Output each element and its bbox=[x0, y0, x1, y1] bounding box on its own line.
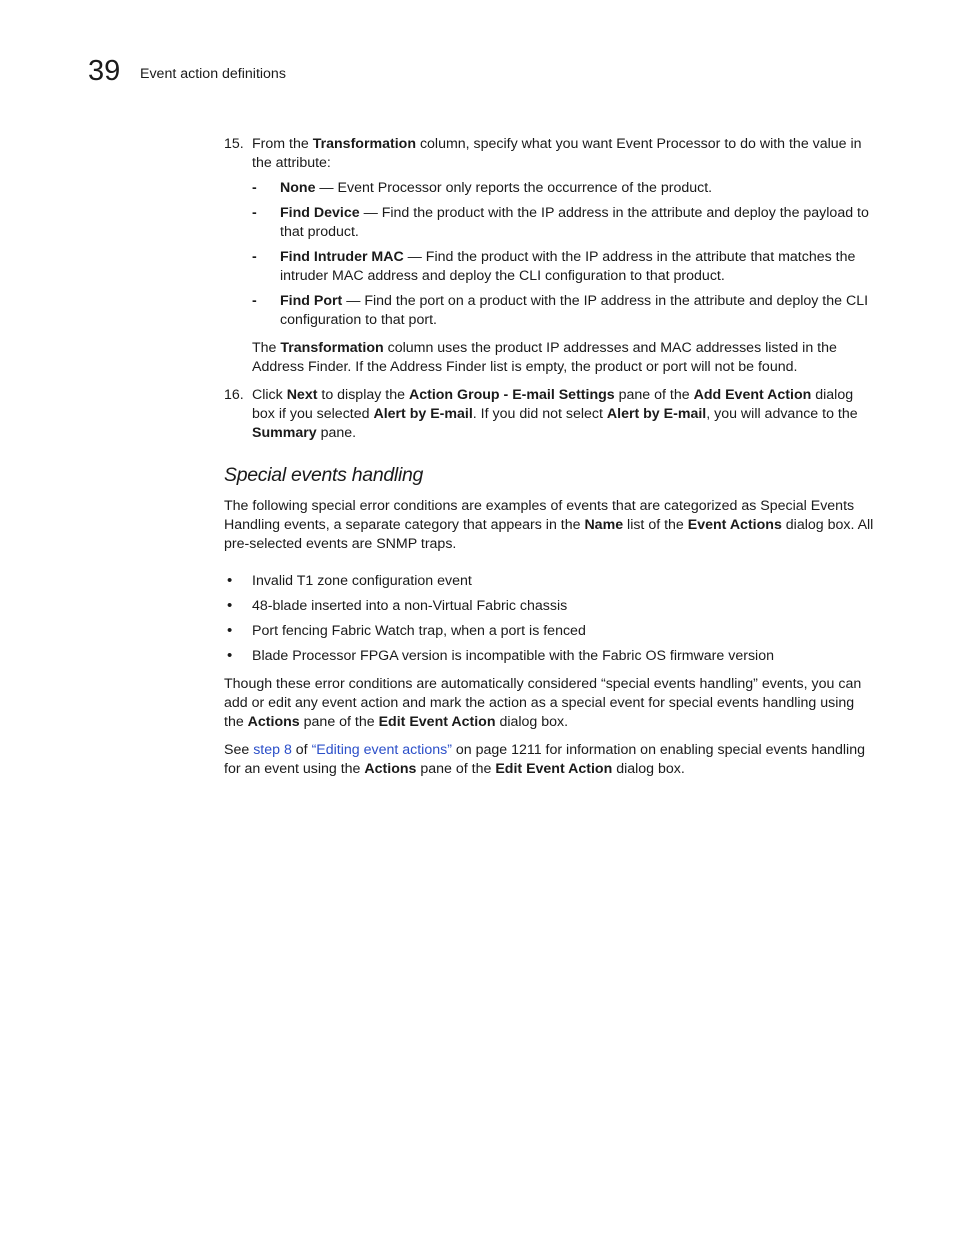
step-note bbox=[252, 339, 874, 377]
text-run: dialog box. All pre-selected events are SNMP traps. bbox=[224, 517, 874, 552]
text-run: pane. bbox=[316, 425, 357, 441]
text-run: — Find the product with the IP address in the attribute and deploy the payload to that product. bbox=[280, 205, 869, 240]
ui-term: Add Event Action bbox=[693, 387, 812, 403]
paragraph-special-events bbox=[224, 675, 874, 732]
list-item bbox=[224, 647, 874, 666]
text-run: column, specify what you want Event Processor to do with the value in the attribute: bbox=[252, 136, 862, 171]
sub-item-find-intruder-mac bbox=[252, 248, 874, 286]
ui-term: Transformation bbox=[280, 340, 384, 356]
chapter-number: 39 bbox=[88, 55, 121, 87]
step-text bbox=[252, 135, 874, 173]
step-8-link[interactable]: step 8 bbox=[253, 742, 292, 758]
ui-term: Edit Event Action bbox=[378, 714, 496, 730]
list-item-text: Blade Processor FPGA version is incompatible with the Fabric OS firmware version bbox=[252, 648, 774, 664]
dash-marker: - bbox=[252, 249, 257, 265]
text-run: , you will advance to the bbox=[706, 406, 858, 422]
dash-marker: - bbox=[252, 205, 257, 221]
text-run: Though these error conditions are automatically considered “special events handling” events, you can add or edit any event action and mark the action as a special event for special events handling using the bbox=[224, 676, 862, 730]
text-run: — Event Processor only reports the occurrence of the product. bbox=[315, 180, 713, 196]
list-item-text: Port fencing Fabric Watch trap, when a port is fenced bbox=[252, 623, 586, 639]
step-number: 15. bbox=[224, 136, 244, 152]
dash-marker: - bbox=[252, 180, 257, 196]
bullet-list bbox=[224, 563, 874, 666]
sub-item-none bbox=[252, 179, 874, 198]
list-item bbox=[224, 572, 874, 591]
text-run: dialog box. bbox=[495, 714, 569, 730]
bullet-marker: • bbox=[227, 647, 233, 664]
ui-term: Alert by E-mail bbox=[373, 406, 473, 422]
ui-term: Name bbox=[584, 517, 624, 533]
ui-term: Summary bbox=[252, 425, 317, 441]
text-run: . If you did not select bbox=[472, 406, 607, 422]
step-15 bbox=[224, 135, 874, 377]
text-run: dialog box. bbox=[612, 761, 685, 777]
ui-term: Find Intruder MAC bbox=[280, 249, 404, 265]
dash-marker: - bbox=[252, 293, 257, 309]
bullet-marker: • bbox=[227, 572, 233, 589]
sub-item-find-device bbox=[252, 204, 874, 242]
bullet-marker: • bbox=[227, 597, 233, 614]
ui-term: Find Port bbox=[280, 293, 343, 309]
sub-item-find-port bbox=[252, 292, 874, 330]
list-item-text: 48-blade inserted into a non-Virtual Fabric chassis bbox=[252, 598, 568, 614]
text-run: Click bbox=[252, 387, 287, 403]
text-run: on page 1211 for information on enabling special events handling for an event using the bbox=[224, 742, 865, 777]
text-run: — Find the product with the IP address in the attribute that matches the intruder MAC address and deploy the CLI configuration to that product. bbox=[280, 249, 856, 284]
page-content bbox=[224, 135, 874, 788]
text-run: dialog box if you selected bbox=[252, 387, 854, 422]
ui-term: Transformation bbox=[312, 136, 416, 152]
ui-term: Event Actions bbox=[687, 517, 782, 533]
ui-term: Actions bbox=[247, 714, 300, 730]
ui-term: Find Device bbox=[280, 205, 360, 221]
text-run: pane of the bbox=[416, 761, 496, 777]
bullet-marker: • bbox=[227, 622, 233, 639]
step-text bbox=[252, 386, 874, 443]
text-run: column uses the product IP addresses and MAC addresses listed in the Address Finder. If the Address Finder list is empty, the product or port will not be found. bbox=[252, 340, 837, 375]
step-number: 16. bbox=[224, 387, 244, 403]
text-run: of bbox=[291, 742, 312, 758]
text-run: pane of the bbox=[299, 714, 379, 730]
ui-term: Actions bbox=[364, 761, 417, 777]
text-run: list of the bbox=[623, 517, 688, 533]
paragraph-intro bbox=[224, 497, 874, 554]
ui-term: Edit Event Action bbox=[495, 761, 613, 777]
text-run: — Find the port on a product with the IP address in the attribute and deploy the CLI configuration to that port. bbox=[280, 293, 869, 328]
ui-term: Alert by E-mail bbox=[606, 406, 707, 422]
text-run: See bbox=[224, 742, 254, 758]
text-run: From the bbox=[252, 136, 313, 152]
list-item-text: Invalid T1 zone configuration event bbox=[252, 573, 472, 589]
chapter-title: Event action definitions bbox=[140, 66, 286, 82]
list-item bbox=[224, 622, 874, 641]
list-item bbox=[224, 597, 874, 616]
step-16 bbox=[224, 386, 874, 443]
ui-term: None bbox=[280, 180, 316, 196]
text-run: pane of the bbox=[614, 387, 694, 403]
text-run: The bbox=[252, 340, 281, 356]
editing-event-actions-link[interactable]: “Editing event actions” bbox=[311, 742, 452, 758]
text-run: The following special error conditions are examples of events that are categorized as Special Events Handling events, a separate category that appears in the bbox=[224, 498, 855, 533]
section-heading: Special events handling bbox=[224, 464, 424, 486]
ui-term: Next bbox=[286, 387, 318, 403]
ui-term: Action Group - E-mail Settings bbox=[408, 387, 615, 403]
text-run: to display the bbox=[317, 387, 409, 403]
paragraph-see-also bbox=[224, 741, 874, 779]
